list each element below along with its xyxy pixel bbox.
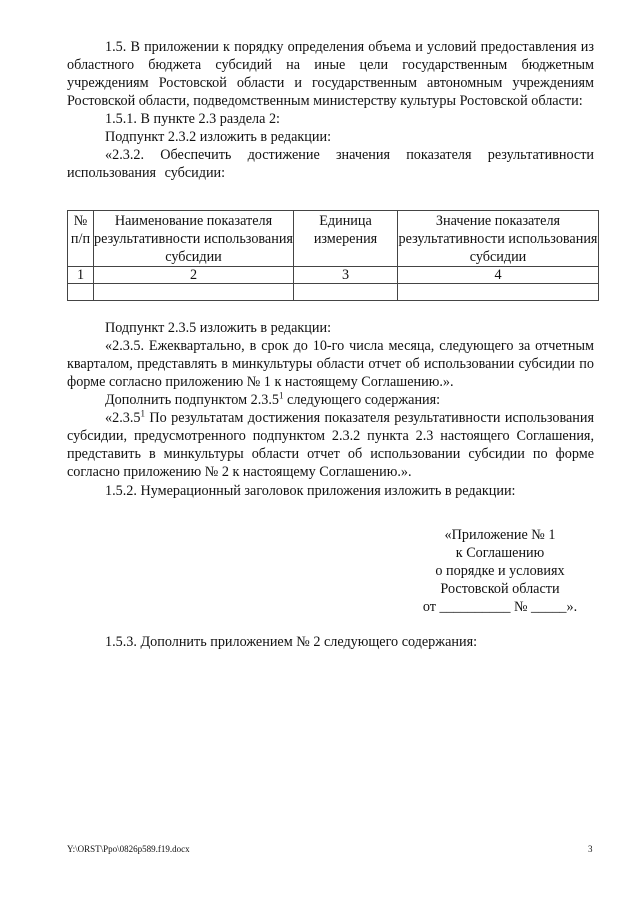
- appendix-header-line: «Приложение № 1: [444, 527, 556, 543]
- section-1-5: [67, 38, 594, 182]
- table-header-row: [68, 211, 599, 267]
- paragraph-1-5-3: 1.5.3. Дополнить приложением № 2 следующего содержания:: [105, 634, 478, 650]
- appendix-header-line: от __________ № _____».: [422, 599, 578, 615]
- table-row: [68, 284, 599, 301]
- table-cell: [398, 284, 599, 301]
- table-header-cell: Единица измерения: [294, 211, 398, 267]
- paragraph-2-3-2-text: «2.3.2. Обеспечить достижение значения показателя результативности использования субсидии:: [67, 147, 594, 181]
- section-2-3-5: [67, 319, 594, 500]
- footer-page-number: 3: [588, 844, 593, 854]
- appendix-header-line: о порядке и условиях: [435, 563, 565, 579]
- appendix-header-line: к Соглашению: [455, 545, 545, 561]
- table-row: [68, 267, 599, 284]
- indicator-table: [67, 210, 599, 301]
- table-header-cell: Значение показателя результативности использования субсидии: [398, 211, 599, 267]
- paragraph-1-5-2: 1.5.2. Нумерационный заголовок приложения изложить в редакции:: [105, 483, 516, 499]
- table-cell: [94, 284, 294, 301]
- paragraph-1-5: 1.5. В приложении к порядку определения объема и условий предоставления из областного бюджета субсидий на иные цели государственным бюджетным учреждениям Ростовской области и государственным автономным учреждениям Ростовской области, подведомственным министерству культуры Ростовской области:: [67, 39, 594, 109]
- appendix-header: [400, 526, 600, 616]
- table-cell: 2: [94, 267, 294, 284]
- table-header-cell: Наименование показателя результативности использования субсидии: [94, 211, 294, 267]
- table-cell: 4: [398, 267, 599, 284]
- paragraph-2-3-5-intro: Подпункт 2.3.5 изложить в редакции:: [105, 320, 332, 336]
- paragraph-supplement-intro: [67, 391, 594, 409]
- footer-file-path: Y:\ORST\Ppo\0826p589.f19.docx: [67, 844, 190, 854]
- table-cell: [68, 284, 94, 301]
- paragraph-2-3-5-1: [67, 409, 594, 481]
- subclause-text: По результатам достижения показателя результативности использования субсидии, предусмотренного подпунктом 2.3.2 пункта 2.3 настоящего Соглашения, представить в минкультуры области отчет об использовании субсидии по форме согласно приложению № 2 к настоящему Соглашению.».: [67, 410, 594, 480]
- table-cell: [294, 284, 398, 301]
- paragraph-1-5-1: 1.5.1. В пункте 2.3 раздела 2:: [105, 111, 281, 127]
- subclause-superscript: 1: [140, 408, 145, 419]
- subclause-label: «2.3.5: [105, 410, 141, 426]
- supplement-superscript: 1: [278, 390, 284, 401]
- paragraph-2-3-2-intro: Подпункт 2.3.2 изложить в редакции:: [105, 129, 332, 145]
- table-header-cell: № п/п: [68, 211, 94, 267]
- table-cell: 3: [294, 267, 398, 284]
- paragraph-2-3-5-text: «2.3.5. Ежеквартально, в срок до 10-го числа месяца, следующего за отчетным кварталом, представлять в минкультуры области отчет об использовании субсидии по форме согласно приложению № 1 к настоящему Соглашению.».: [67, 338, 594, 390]
- table-cell: 1: [68, 267, 94, 284]
- supplement-intro-text: Дополнить подпунктом 2.3.5: [105, 392, 279, 408]
- section-1-5-3: [67, 633, 594, 651]
- supplement-intro-rest: следующего содержания:: [283, 392, 441, 408]
- appendix-header-line: Ростовской области: [440, 581, 560, 597]
